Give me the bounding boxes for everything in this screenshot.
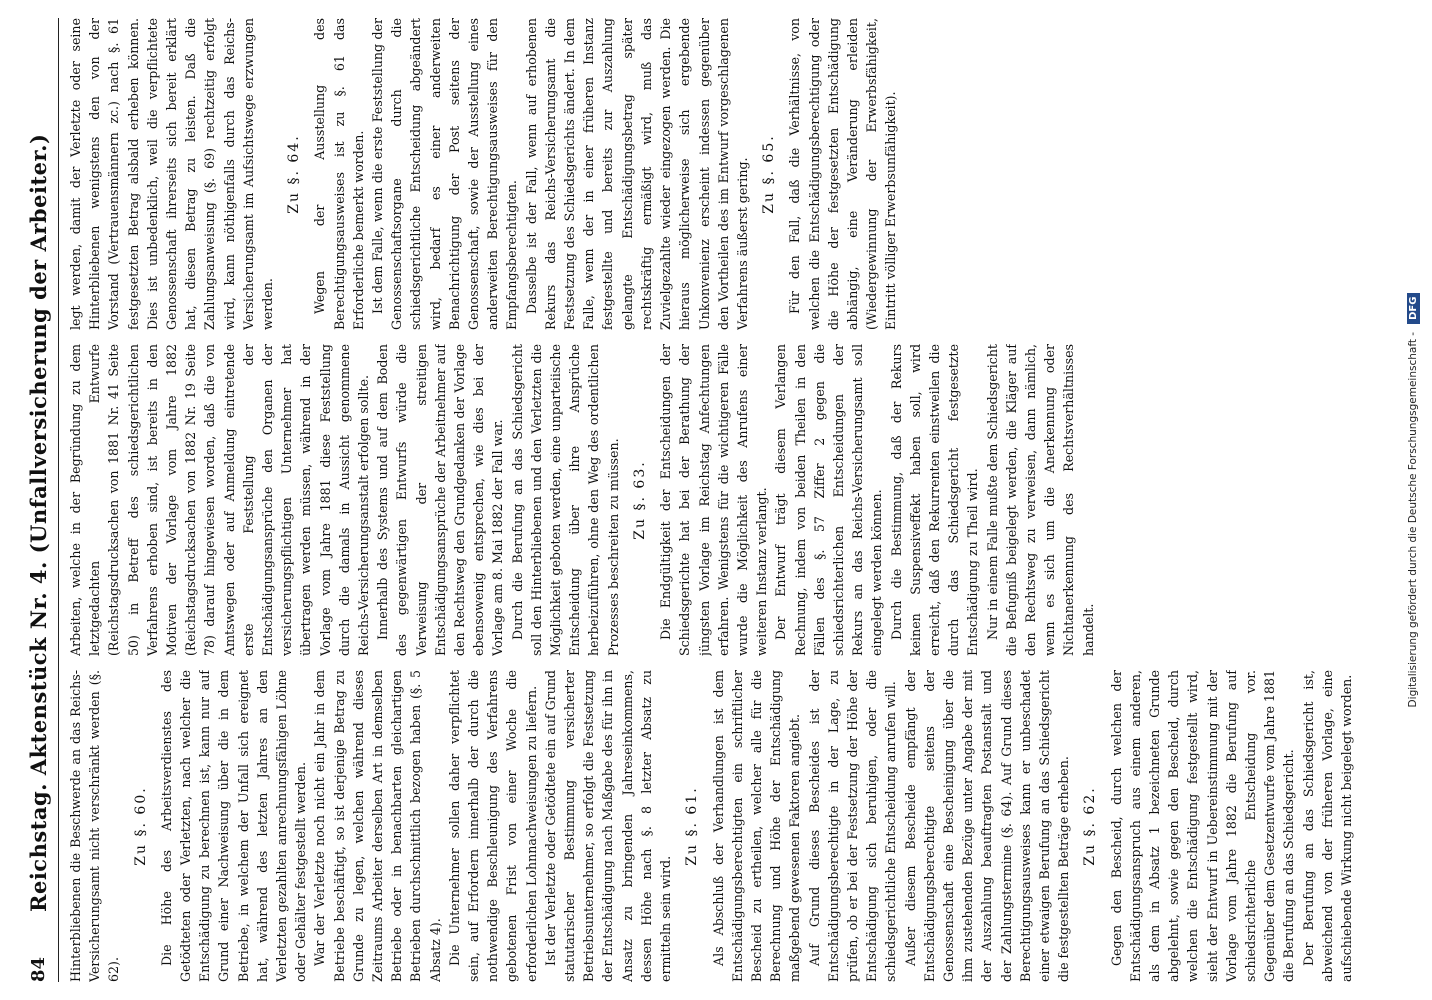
- dfg-logo: DFG: [1407, 293, 1420, 324]
- paragraph: Gegen den Bescheid, durch welchen der Entschädigungsanspruch aus einem anderen, als dem in Absatz 1 bezeichneten Grunde abgelehnt, sowie gegen den Bescheid, durch welchen die Entschädigung festgestellt wird, sieht der Entwurf in Uebereinstimmung mit der Vorlage vom Jahre 1882 die Berufung auf schiedsrichterliche Entscheidung vor. Gegenüber dem Gesetzentwurfe vom Jahre 1881 die Berufung an das Schiedsgericht.: [1108, 670, 1297, 982]
- paragraph: Der Berufung an das Schiedsgericht ist, abweichend von der früheren Vorlage, eine aufschiebende Wirkung nicht beigelegt worden.: [1300, 670, 1354, 982]
- paragraph: Als Abschluß der Verhandlungen ist dem Entschädigungsberechtigten ein schriftlicher Bescheid zu ertheilen, welcher alle für die Berechnung und Höhe der Entschädigung maßgebend gewesenen Faktoren angiebt.: [710, 670, 803, 982]
- paragraph: Nur in einem Falle mußte dem Schiedsgericht die Befugniß beigelegt werden, die Kläger auf den Rechtsweg zu verweisen, dann nämlich, wenn es sich um die Anerkennung oder Nichtanerkennung des Rechtsverhältnisses handelt.: [984, 344, 1096, 656]
- paragraph: Innerhalb des Systems und auf dem Boden des gegenwärtigen Entwurfs würde die Verweisung der streitigen Entschädigungsansprüche der Arbeitnehmer auf den Rechtsweg den Grundgedanken der Vorlage ebensowenig entsprechen, wie dies bei der Vorlage am 8. Mai 1882 der Fall war.: [375, 344, 506, 656]
- paragraph: Wegen der Ausstellung des Berechtigungsausweises ist zu §. 61 das Erforderliche bemerkt worden.: [312, 18, 366, 330]
- digitization-footer: [1400, 0, 1426, 1000]
- paragraph: Dasselbe ist der Fall, wenn auf erhobenen Rekurs das Reichs-Versicherungsamt die Festsetzung des Schiedsgerichts ändert. In dem Falle, wenn der in einer früheren Instanz festgestellte und bereits zur Auszahlung gelangte Entschädigungsbetrag später rechtskräftig ermäßigt wird, muß das Zuvielgezahlte wieder eingezogen werden. Die hieraus möglicherweise sich ergebende Unkonvenienz erscheint indessen gegenüber den Vortheilen des im Entwurf vorgeschlagenen Verfahrens äußerst gering.: [523, 18, 750, 330]
- paragraph: Die Unternehmer sollen daher verpflichtet sein, auf Erfordern innerhalb der durch die nothwendige Beschleunigung des Verfahrens gebotenen Frist von einer Woche die erforderlichen Lohnnachweisungen zu liefern.: [446, 670, 539, 982]
- paragraph: Durch die Berufung an das Schiedsgericht soll den Hinterbliebenen und den Verletzten die Möglichkeit geboten werden, eine unparteiische Entscheidung über ihre Ansprüche herbeizuführen, ohne den Weg des ordentlichen Prozesses beschreiten zu müssen.: [509, 344, 621, 656]
- section-heading: Zu §. 65.: [761, 134, 778, 214]
- text-columns: [66, 18, 1376, 982]
- digitization-note: Digitalisierung gefördert durch die Deutsche Forschungsgemeinschaft -: [1407, 331, 1419, 708]
- section-heading: Zu §. 64.: [286, 134, 303, 214]
- paragraph: Außer diesem Bescheide empfängt der Entschädigungsberechtigte seitens der Genossenschaft eine Bescheinigung über die ihm zustehenden Bezüge unter Angabe der mit der Auszahlung beauftragten Postanstalt und der Zahlungstermine (§. 64). Auf Grund dieses Berechtigungsausweises kann er unbeschadet einer etwaigen Berufung an das Schiedsgericht die festgestellten Beträge erheben.: [902, 670, 1072, 982]
- paragraph: Durch die Bestimmung, daß der Rekurs keinen Suspensiveffekt haben soll, wird erreicht, daß den Rekurrenten einstweilen die durch das Schiedsgericht festgesetzte Entschädigung zu Theil wird.: [888, 344, 981, 656]
- paragraph: Die Höhe des Arbeitsverdienstes des Getödteten oder Verletzten, nach welcher die Entschädigung zu berechnen ist, kann nur auf Grund einer Nachweisung über die in dem Betriebe, in welchem der Unfall sich ereignet hat, während des letzten Jahres an den Verletzten gezahlten anrechnungsfähigen Löhne oder Gehälter festgestellt werden.: [158, 670, 309, 982]
- paragraph: Hinterbliebenen die Beschwerde an das Reichs-Versicherungsamt nicht verschränkt werden (§. 62).: [68, 670, 122, 982]
- column-1: [66, 670, 1376, 982]
- paragraph: Ist der Verletzte oder Getödtete ein auf Grund statutarischer Bestimmung versicherter Betriebsunternehmer, so erfolgt die Festsetzung der Entschädigung nach Maßgabe des für ihn in Ansatz zu bringenden Jahreseinkommens, dessen Höhe nach §. 8 letzter Absatz zu ermitteln sein wird.: [542, 670, 674, 982]
- page-header: [18, 18, 59, 982]
- paragraph: Arbeiten, welche in der Begründung zu dem letztgedachten Entwurfe (Reichstagsdrucksachen von 1881 Nr. 41 Seite 50) in Betreff des schiedsgerichtlichen Verfahrens erhoben sind, ist bereits in den Motiven der Vorlage vom Jahre 1882 (Reichstagsdrucksachen von 1882 Nr. 19 Seite 78) darauf hingewiesen worden, daß die von Amtswegen oder auf Anmeldung eintretende erste Feststellung der Entschädigungsansprüche den Organen der versicherungspflichtigen Unternehmer hat übertragen werden müssen, während in der Vorlage vom Jahre 1881 diese Feststellung durch die damals in Aussicht genommene Reichs-Versicherungsanstalt erfolgen sollte.: [68, 344, 372, 656]
- section-heading: Zu §. 62.: [1082, 786, 1099, 866]
- running-title: Reichstag. Aktenstück Nr. 4. (Unfallversicherung der Arbeiter.): [25, 133, 51, 912]
- paragraph: Die Endgültigkeit der Entscheidungen der Schiedsgerichte hat bei der Berathung der jüngsten Vorlage im Reichstag Anfechtungen erfahren. Wenigstens für die wichtigeren Fälle wurde die Möglichkeit des Anrufens einer weiteren Instanz verlangt.: [658, 344, 770, 656]
- paragraph: Ist dem Falle, wenn die erste Feststellung der Genossenschaftsorgane durch die schiedsgerichtliche Entscheidung abgeändert wird, bedarf es einer anderweiten Benachrichtigung der Post seitens der Genossenschaft, sowie der Ausstellung eines anderweiten Berechtigungsausweises für den Empfangsberechtigten.: [370, 18, 520, 330]
- page-number: 84: [27, 956, 49, 982]
- column-3: [66, 18, 1376, 330]
- paragraph: Auf Grund dieses Bescheides ist der Entschädigungsberechtigte in der Lage, zu prüfen, ob er bei der Festsetzung der Höhe der Entschädigung sich beruhigen, oder die schiedsgerichtliche Entscheidung anrufen will.: [806, 670, 899, 982]
- paragraph: War der Verletzte noch nicht ein Jahr in dem Betriebe beschäftigt, so ist derjenige Betrag zu Grunde zu legen, welchen während dieses Zeitraums Arbeiter derselben Art in demselben Betriebe oder in benachbarten gleichartigen Betrieben durchschnittlich bezogen haben (§. 5 Absatz 4).: [312, 670, 443, 982]
- section-heading: Zu §. 63.: [631, 460, 648, 540]
- section-heading: Zu §. 61.: [684, 786, 701, 866]
- paragraph: Der Entwurf trägt diesem Verlangen Rechnung, indem von beiden Theilen in den Fällen des §. 57 Ziffer 2 gegen die schiedsrichterlichen Entscheidungen der Rekurs an das Reichs-Versicherungsamt soll eingelegt werden können.: [773, 344, 885, 656]
- paragraph: legt werden, damit der Verletzte oder seine Hinterbliebenen wenigstens den von der Vorstand (Vertrauensmännern zc.) nach §. 61 festgesetzten Betrag alsbald erheben können. Dies ist unbedenklich, weil die verpflichtete Genossenschaft ihrerseits sich bereit erklärt hat, diesen Betrag zu leisten. Daß die Zahlungsanweisung (§. 69) rechtzeitig erfolgt wird, kann nöthigenfalls durch das Reichs-Versicherungsamt im Aufsichtswege erzwungen werden.: [68, 18, 276, 330]
- paragraph: Für den Fall, daß die Verhältnisse, von welchen die Entschädigungsberechtigung oder die Höhe der festgesetzten Entschädigung abhängig, eine Veränderung erleiden (Wiedergewinnung der Erwerbsfähigkeit, Eintritt völliger Erwerbsunfähigkeit).: [787, 18, 899, 330]
- section-heading: Zu §. 60.: [132, 786, 149, 866]
- column-2: [66, 344, 1376, 656]
